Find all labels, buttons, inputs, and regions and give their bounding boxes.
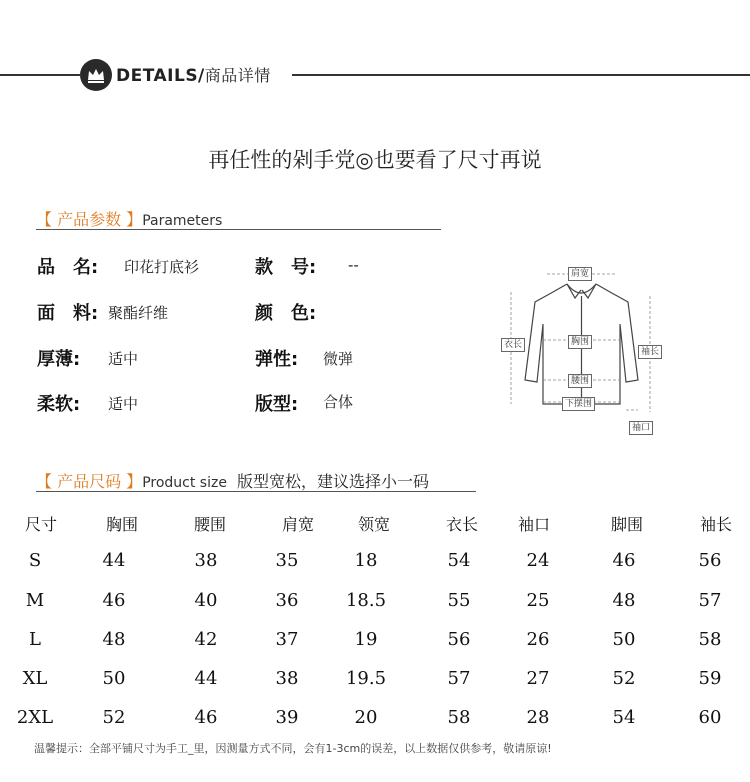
col-header-cuff: 袖口 xyxy=(517,515,551,534)
measure-cell: 58 xyxy=(698,629,722,650)
param-value-fit: 合体 xyxy=(323,393,354,411)
params-en-label: Parameters xyxy=(142,213,223,229)
measure-cell: 55 xyxy=(447,590,471,611)
params-bracket-label: 【 产品参数 】 xyxy=(36,210,143,229)
param-label-name: 品 名: xyxy=(37,257,99,278)
col-header-waist: 腰围 xyxy=(193,515,227,534)
measure-cell: 46 xyxy=(612,550,636,571)
param-label-style-no: 款 号: xyxy=(255,257,317,278)
size-section-title xyxy=(36,469,429,492)
col-header-size: 尺寸 xyxy=(24,515,58,534)
param-value-softness: 适中 xyxy=(108,395,139,413)
measure-cell: 59 xyxy=(698,668,722,689)
measure-cell: 50 xyxy=(102,668,126,689)
size-cell: XL xyxy=(22,668,48,689)
details-title-en: DETAILS/ xyxy=(116,66,205,86)
param-value-elasticity: 微弹 xyxy=(323,350,354,368)
measure-cell: 60 xyxy=(698,707,722,728)
size-cell: L xyxy=(29,629,41,650)
measure-cell: 48 xyxy=(102,629,126,650)
col-header-chest: 胸围 xyxy=(105,515,139,534)
size-cell: 2XL xyxy=(16,707,54,728)
measure-cell: 39 xyxy=(275,707,299,728)
diagram-label-length: 衣长 xyxy=(501,338,525,352)
col-header-length: 衣长 xyxy=(445,515,479,534)
measure-cell: 52 xyxy=(612,668,636,689)
param-value-fabric: 聚酯纤维 xyxy=(108,304,169,322)
measure-cell: 57 xyxy=(698,590,722,611)
garment-measure-diagram xyxy=(495,262,670,437)
param-label-softness: 柔软: xyxy=(37,394,81,415)
col-header-sleeve: 袖长 xyxy=(699,515,733,534)
size-en-label: Product size xyxy=(142,475,227,491)
footnote: 温馨提示：全部平铺尺寸为手工_里，因测量方式不同，会有1-3cm的误差，以上数据仅供参考，敬请原谅! xyxy=(34,742,552,755)
crown-icon xyxy=(80,59,112,91)
details-title-cn: 商品详情 xyxy=(204,66,271,85)
measure-cell: 36 xyxy=(275,590,299,611)
size-cell: M xyxy=(25,590,45,611)
measure-cell: 38 xyxy=(275,668,299,689)
measure-cell: 48 xyxy=(612,590,636,611)
diagram-label-sleeve: 袖长 xyxy=(638,345,662,359)
measure-cell: 38 xyxy=(194,550,218,571)
measure-cell: 56 xyxy=(698,550,722,571)
param-value-name: 印花打底衫 xyxy=(124,258,200,276)
col-header-hem: 脚围 xyxy=(610,515,644,534)
measure-cell: 19.5 xyxy=(345,668,387,689)
measure-cell: 19 xyxy=(354,629,378,650)
param-value-style-no: -- xyxy=(348,256,359,274)
measure-cell: 37 xyxy=(275,629,299,650)
measure-cell: 35 xyxy=(275,550,299,571)
param-label-thickness: 厚薄: xyxy=(37,349,81,370)
header-rule-left xyxy=(0,74,80,76)
measure-cell: 56 xyxy=(447,629,471,650)
size-bracket-label: 【 产品尺码 】 xyxy=(36,472,143,491)
params-section-rule xyxy=(36,229,441,230)
measure-cell: 26 xyxy=(526,629,550,650)
param-label-fabric: 面 料: xyxy=(37,303,99,324)
measure-cell: 46 xyxy=(194,707,218,728)
measure-cell: 18.5 xyxy=(345,590,387,611)
diagram-label-cuff: 袖口 xyxy=(629,421,653,435)
param-label-color: 颜 色: xyxy=(255,303,317,324)
measure-cell: 54 xyxy=(447,550,471,571)
measure-cell: 54 xyxy=(612,707,636,728)
size-section-rule xyxy=(36,491,476,492)
diagram-label-waist: 腰围 xyxy=(568,374,592,388)
measure-cell: 25 xyxy=(526,590,550,611)
measure-cell: 18 xyxy=(354,550,378,571)
measure-cell: 40 xyxy=(194,590,218,611)
header-rule-right xyxy=(292,74,750,76)
size-cell: S xyxy=(28,550,42,571)
col-header-collar: 领宽 xyxy=(357,515,391,534)
param-value-thickness: 适中 xyxy=(108,350,139,368)
details-title xyxy=(116,63,271,86)
param-label-fit: 版型: xyxy=(255,394,299,415)
measure-cell: 44 xyxy=(194,668,218,689)
params-section-title xyxy=(36,207,222,230)
measure-cell: 57 xyxy=(447,668,471,689)
measure-cell: 58 xyxy=(447,707,471,728)
param-label-elasticity: 弹性: xyxy=(255,349,299,370)
diagram-label-hem: 下摆围 xyxy=(562,397,595,411)
measure-cell: 46 xyxy=(102,590,126,611)
size-advice-note: 版型宽松，建议选择小一码 xyxy=(236,472,429,491)
measure-cell: 20 xyxy=(354,707,378,728)
measure-cell: 28 xyxy=(526,707,550,728)
headline: 再任性的剁手党◎也要看了尺寸再说 xyxy=(208,148,542,172)
col-header-shoulder: 肩宽 xyxy=(281,515,315,534)
measure-cell: 44 xyxy=(102,550,126,571)
measure-cell: 27 xyxy=(526,668,550,689)
measure-cell: 24 xyxy=(526,550,550,571)
measure-cell: 52 xyxy=(102,707,126,728)
measure-cell: 50 xyxy=(612,629,636,650)
diagram-label-shoulder: 肩宽 xyxy=(568,267,592,281)
diagram-label-chest: 胸围 xyxy=(568,335,592,349)
measure-cell: 42 xyxy=(194,629,218,650)
